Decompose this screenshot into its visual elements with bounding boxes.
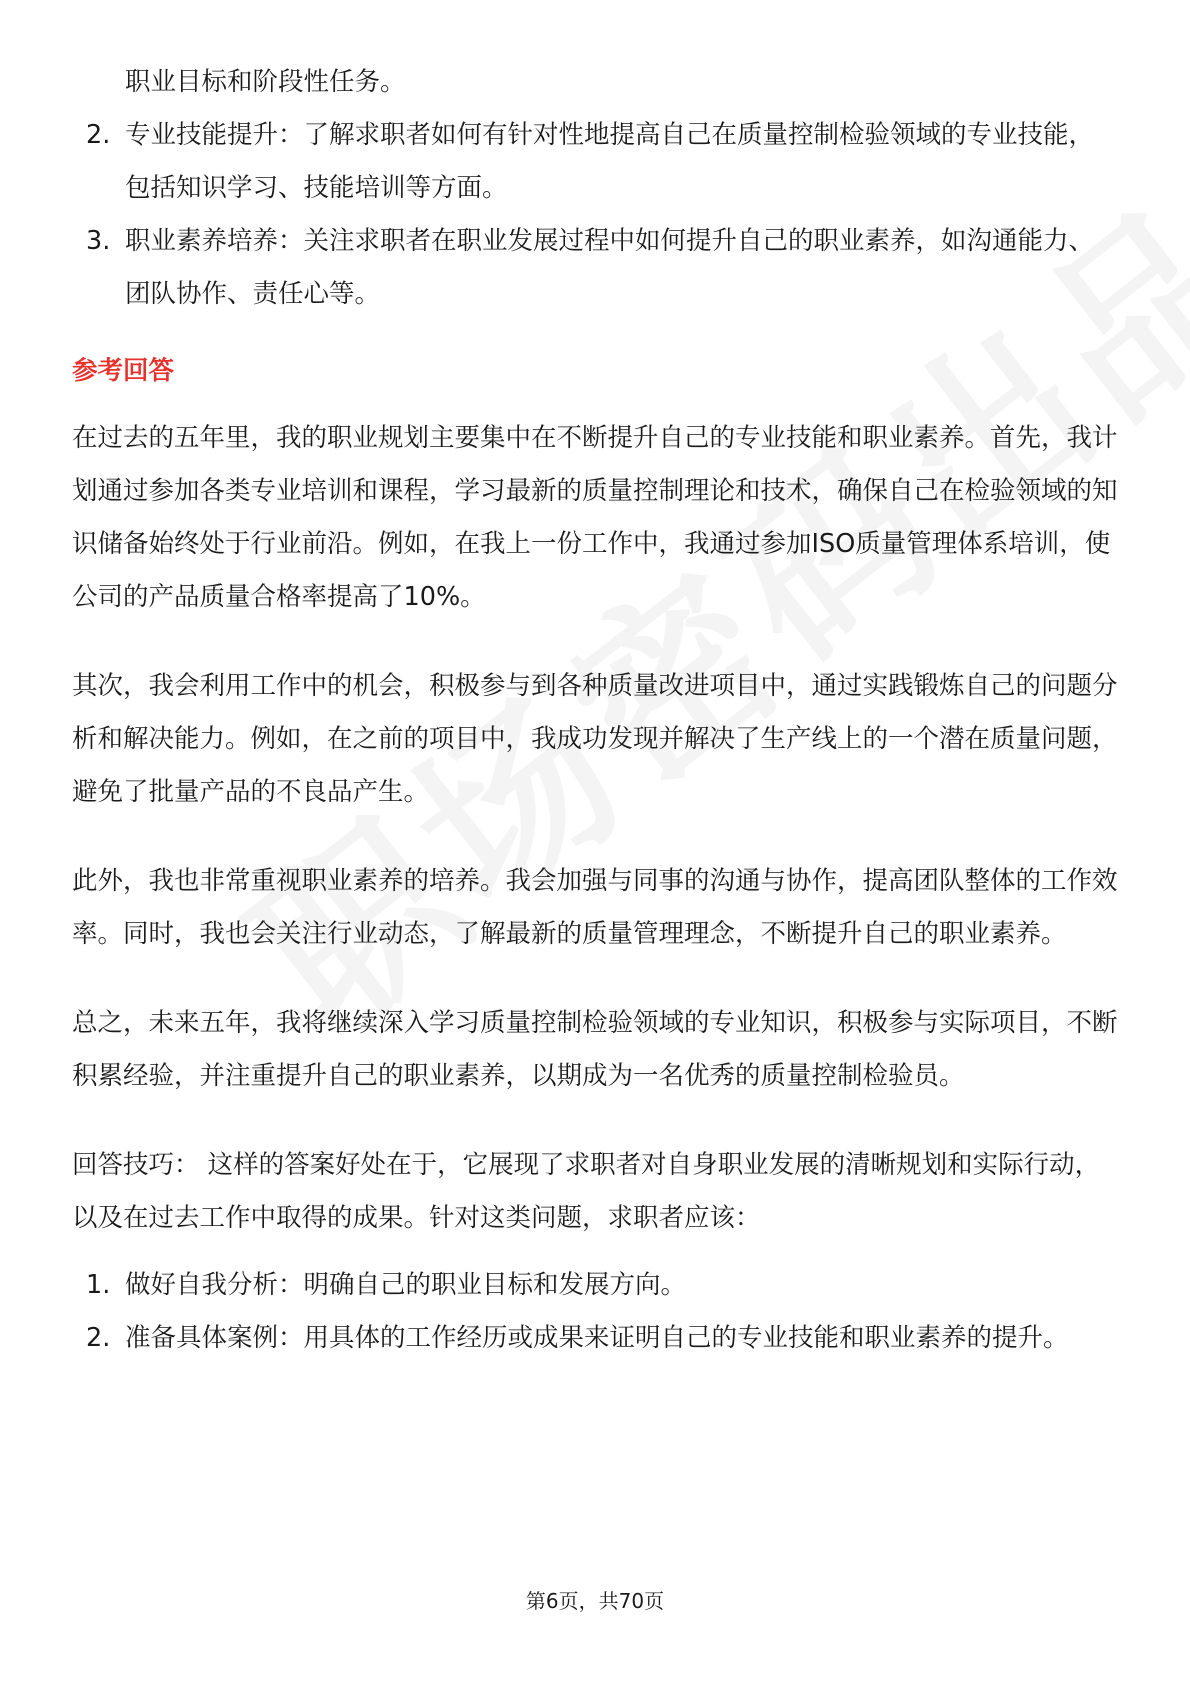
section-heading: 参考回答 [72,356,175,386]
list-item [72,215,1118,321]
page-number: 第6页，共70页 [525,1589,665,1613]
page-content [72,56,1118,1365]
bottom-numbered-list [72,1259,1118,1365]
list-item-text: 专业技能提升：了解求职者如何有针对性地提高自己在质量控制检验领域的专业技能，包括知识学习、技能培训等方面。 [125,120,1095,203]
top-numbered-list [72,109,1118,321]
list-item-number: 2. [86,1323,111,1353]
list-item-number: 2. [86,120,111,150]
answer-paragraph: 总之，未来五年，我将继续深入学习质量控制检验领域的专业知识，积极参与实际项目，不断积累经验，并注重提升自己的职业素养，以期成为一名优秀的质量控制检验员。 [72,1008,1118,1091]
answer-paragraph: 在过去的五年里，我的职业规划主要集中在不断提升自己的专业技能和职业素养。首先，我计划通过参加各类专业培训和课程，学习最新的质量控制理论和技术，确保自己在检验领域的知识储备始终处于行业前沿。例如，在我上一份工作中，我通过参加ISO质量管理体系培训，使公司的产品质量合格率提高了10%。 [72,423,1118,612]
list-item-text: 做好自我分析：明确自己的职业目标和发展方向。 [125,1270,687,1300]
continuation-text: 职业目标和阶段性任务。 [125,67,406,97]
answer-paragraph: 此外，我也非常重视职业素养的培养。我会加强与同事的沟通与协作，提高团队整体的工作效率。同时，我也会关注行业动态，了解最新的质量管理理念，不断提升自己的职业素养。 [72,866,1118,949]
answer-tips: 回答技巧： 这样的答案好处在于，它展现了求职者对自身职业发展的清晰规划和实际行动，以及在过去工作中取得的成果。针对这类问题，求职者应该： [72,1150,1101,1233]
list-item-number: 3. [86,226,111,256]
list-item [72,1259,1118,1312]
list-item [72,109,1118,215]
list-item-text: 职业素养培养：关注求职者在职业发展过程中如何提升自己的职业素养，如沟通能力、团队协作、责任心等。 [125,226,1095,309]
list-item-text: 准备具体案例：用具体的工作经历或成果来证明自己的专业技能和职业素养的提升。 [125,1323,1069,1353]
list-item [72,1312,1118,1365]
list-item-number: 1. [86,1270,111,1300]
answer-paragraph: 其次，我会利用工作中的机会，积极参与到各种质量改进项目中，通过实践锻炼自己的问题分析和解决能力。例如，在之前的项目中，我成功发现并解决了生产线上的一个潜在质量问题，避免了批量产品的不良品产生。 [72,671,1118,807]
